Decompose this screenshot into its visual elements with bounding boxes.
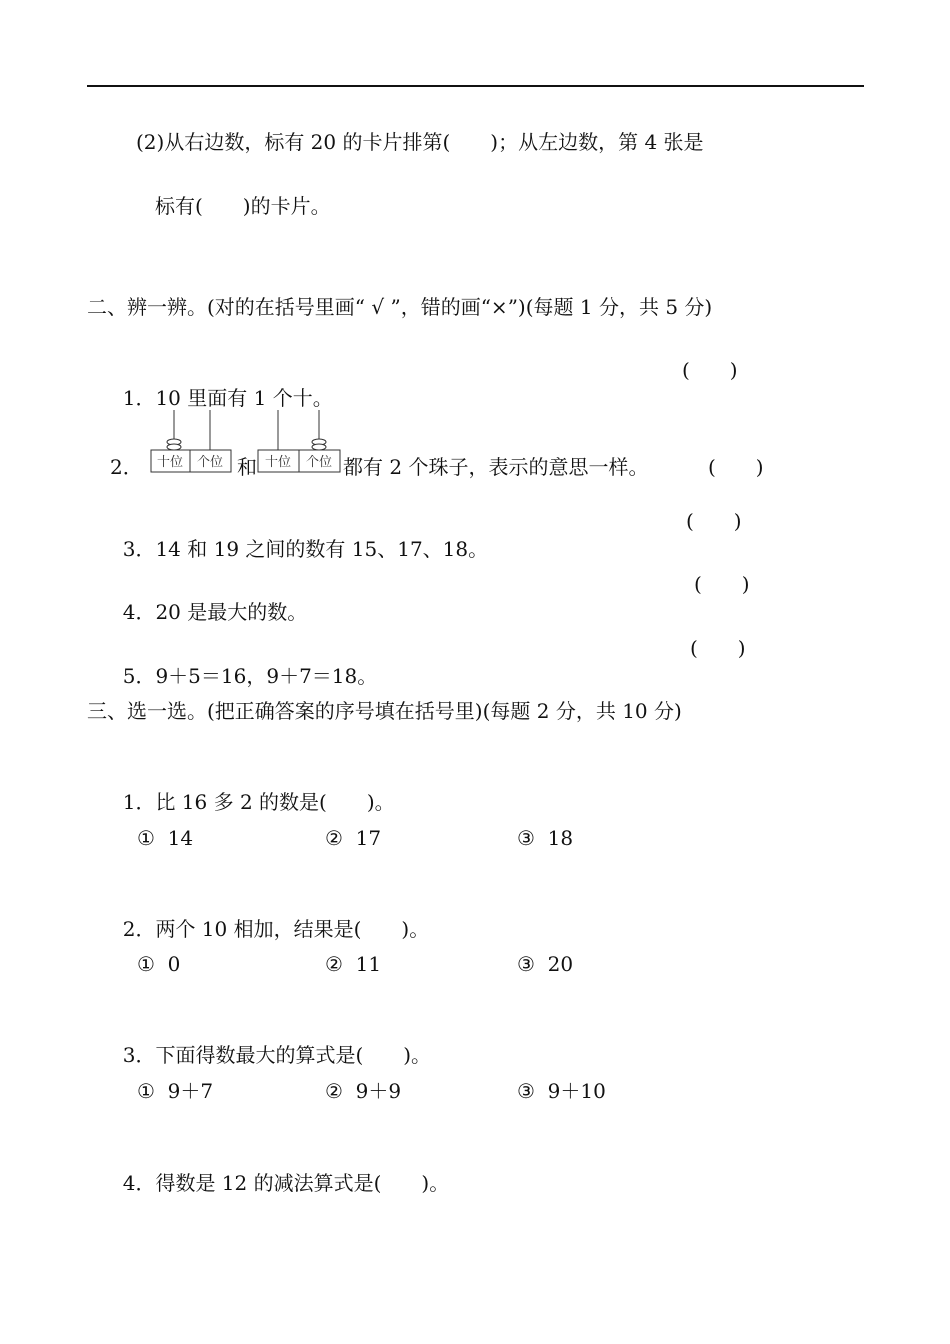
abacus-left [150,406,232,474]
option-3[interactable]: ③ 20 [517,952,574,976]
ones-label: 个位 [305,455,333,470]
answer-paren[interactable]: ( ) [694,572,750,596]
choice-question [110,1141,449,1197]
item-number: 2． [110,455,143,479]
question-text: 得数是 12 的减法算式是( )。 [155,1171,450,1195]
joiner-text: 和 [237,455,257,479]
question-number: 4． [122,1171,156,1195]
question-text: 两个 10 相加，结果是( )。 [155,917,430,941]
item-text: 20 是最大的数。 [155,600,308,624]
option-2[interactable]: ② 11 [325,952,382,976]
judge-item [110,356,333,412]
option-3[interactable]: ③ 9＋10 [517,1079,606,1103]
answer-paren[interactable]: ( ) [682,358,738,382]
answer-paren[interactable]: ( ) [686,509,742,533]
bead [312,444,326,450]
section-heading: 三、选一选。(把正确答案的序号填在括号里)(每题 2 分，共 10 分) [87,699,682,723]
judge-item [110,507,488,563]
abacus-right [257,406,341,474]
question-text: 下面得数最大的算式是( )。 [155,1043,432,1067]
top-rule [87,85,864,87]
option-1[interactable]: ① 9＋7 [137,1079,214,1103]
option-2[interactable]: ② 9＋9 [325,1079,402,1103]
ones-label: 个位 [196,455,224,470]
tens-label: 十位 [156,455,184,470]
option-1[interactable]: ① 0 [137,952,181,976]
question-number: 2． [122,917,156,941]
item-number: 1． [122,386,156,410]
item-number: 3． [122,537,156,561]
question-text: 标有( )的卡片。 [155,194,331,218]
item-number: 4． [122,600,156,624]
choice-question [110,1013,431,1069]
question-number: 3． [122,1043,156,1067]
option-1[interactable]: ① 14 [137,826,194,850]
question-text: (2)从右边数，标有 20 的卡片排第( )；从左边数，第 4 张是 [136,130,704,154]
choice-question [110,760,395,816]
answer-paren[interactable]: ( ) [690,636,746,660]
item-number: 5． [122,664,156,688]
option-3[interactable]: ③ 18 [517,826,574,850]
judge-item [110,570,307,626]
answer-paren[interactable]: ( ) [708,455,764,479]
question-text: 比 16 多 2 的数是( )。 [155,790,395,814]
tens-label: 十位 [264,455,292,470]
judge-item [110,634,377,690]
option-2[interactable]: ② 17 [325,826,382,850]
item-text: 14 和 19 之间的数有 15、17、18。 [155,537,489,561]
item-text: 都有 2 个珠子，表示的意思一样。 [343,455,649,479]
item-text: 9＋5＝16，9＋7＝18。 [155,664,378,688]
bead [167,444,181,450]
choice-question [110,887,429,943]
item-text: 10 里面有 1 个十。 [155,386,333,410]
question-number: 1． [122,790,156,814]
section-heading: 二、辨一辨。(对的在括号里画“ √ ”，错的画“×”)(每题 1 分，共 5 分) [87,295,713,319]
